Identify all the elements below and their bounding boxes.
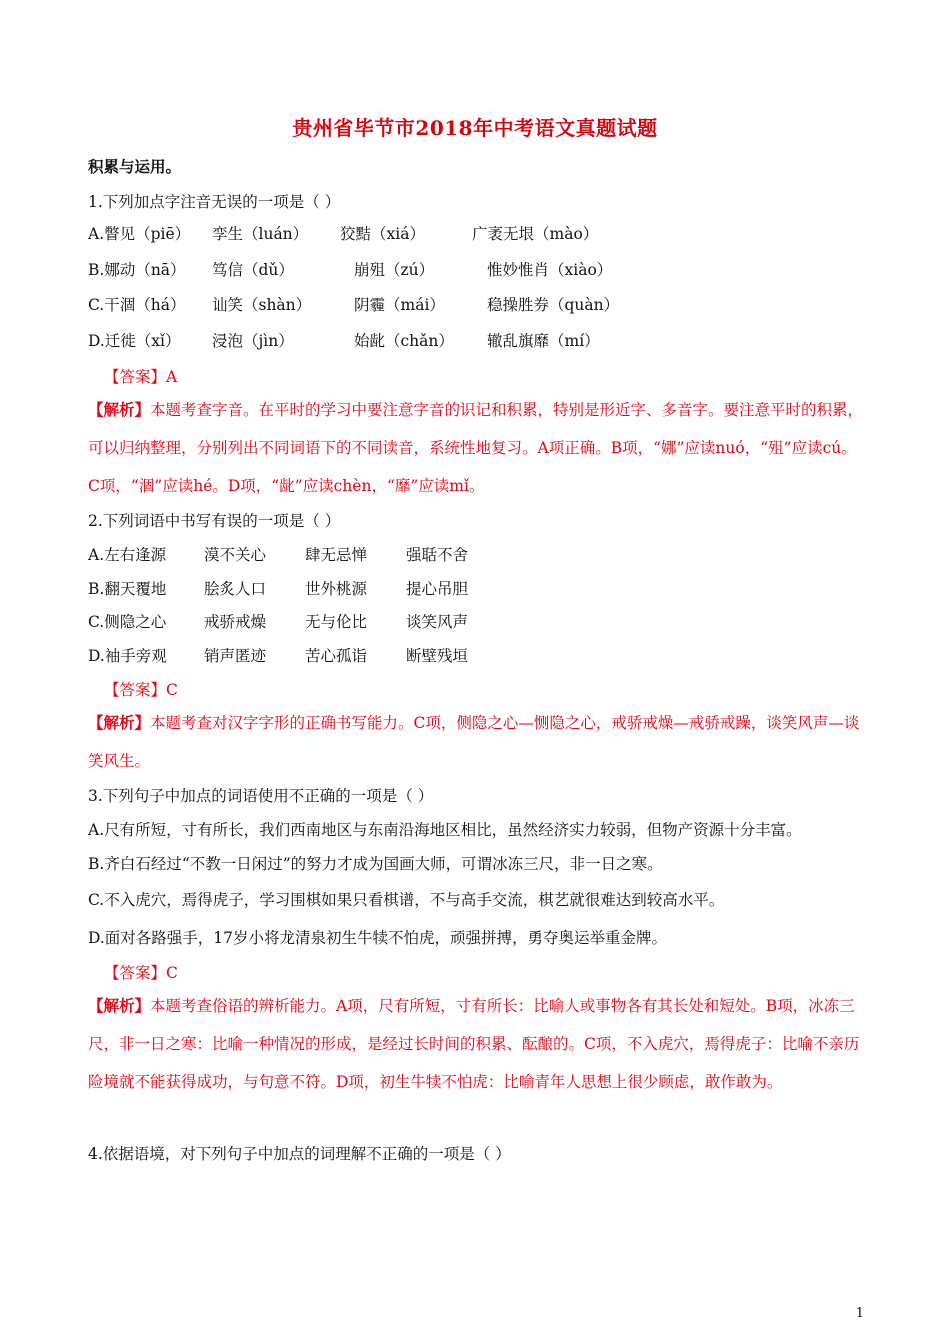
question-2-option-d [88, 644, 468, 666]
option-cell: 狡黠（xiá） [340, 225, 425, 243]
question-3-option-b: B.齐白石经过“不教一日闲过”的努力才成为国画大师，可谓冰冻三尺，非一日之寒。 [88, 855, 663, 873]
option-cell: 脍炙人口 [204, 580, 267, 598]
option-cell: 辙乱旗靡（mí） [487, 332, 600, 350]
question-2-stem: 2.下列词语中书写有误的一项是（ ） [88, 512, 341, 530]
question-2-option-a [88, 543, 468, 565]
option-cell: 肆无忌惮 [305, 546, 368, 564]
option-cell: 崩殂（zú） [354, 261, 435, 279]
question-1-option-a [88, 222, 598, 244]
question-1-option-b [88, 258, 612, 280]
question-2-option-b [88, 577, 468, 599]
question-1-stem: 1.下列加点字注音无误的一项是（ ） [88, 193, 341, 211]
analysis-label: 【解析】 [88, 400, 151, 419]
option-cell: 讪笑（shàn） [212, 296, 312, 314]
question-4-stem: 4.依据语境，对下列句子中加点的词理解不正确的一项是（ ） [88, 1145, 511, 1163]
analysis-text: 本题考查对汉字字形的正确书写能力。C项，侧隐之心—恻隐之心，戒骄戒燥—戒骄戒躁，谈笑风声—谈笑风生。 [88, 714, 860, 770]
option-cell: D.迁徙（xǐ） [88, 332, 181, 350]
option-cell: A.左右逢源 [88, 546, 167, 564]
section-heading: 积累与运用。 [88, 157, 182, 176]
option-cell: B.翻天覆地 [88, 580, 167, 598]
option-cell: D.袖手旁观 [88, 647, 167, 665]
option-cell: 世外桃源 [305, 580, 368, 598]
option-cell: 阴霾（mái） [354, 296, 445, 314]
analysis-text: 本题考查字音。在平时的学习中要注意字音的识记和积累，特别是形近字、多音字。要注意平时的积累，可以归纳整理，分别列出不同词语下的不同读音，系统性地复习。A项正确。B项，“娜”应读nuó，“殂”应读cú。C项，“涸”应读hé。D项，“龀”应读chèn，“靡”应读mǐ。 [88, 401, 864, 495]
option-cell: 广袤无垠（mào） [472, 225, 599, 243]
analysis-text: 本题考查俗语的辨析能力。A项，尺有所短，寸有所长：比喻人或事物各有其长处和短处。B项，冰冻三尺，非一日之寒：比喻一种情况的形成，是经过长时间的积累、酝酿的。C项，不入虎穴，焉得虎子：比喻不亲历险境就不能获得成功，与句意不符。D项，初生牛犊不怕虎：比喻青年人思想上很少顾虑，敢作敢为。 [88, 997, 860, 1091]
question-1-analysis [88, 391, 866, 505]
option-cell: 断壁残垣 [406, 647, 469, 665]
question-2-analysis [88, 704, 866, 780]
question-3-stem: 3.下列句子中加点的词语使用不正确的一项是（ ） [88, 787, 434, 805]
question-2-option-c [88, 610, 468, 632]
question-3-option-d: D.面对各路强手，17岁小将龙清泉初生牛犊不怕虎，顽强拼搏，勇夺奥运举重金牌。 [88, 929, 668, 947]
option-cell: C.干涸（há） [88, 296, 186, 314]
option-cell: 苦心孤诣 [305, 647, 368, 665]
question-3-answer: 【答案】C [104, 964, 178, 982]
option-cell: 销声匿迹 [204, 647, 267, 665]
option-cell: B.娜动（nā） [88, 261, 186, 279]
option-cell: 笃信（dǔ） [212, 261, 294, 279]
option-cell: 浸泡（jìn） [212, 332, 294, 350]
analysis-label: 【解析】 [88, 996, 151, 1015]
analysis-label: 【解析】 [88, 713, 151, 732]
option-cell: 戒骄戒燥 [204, 613, 267, 631]
option-cell: 提心吊胆 [406, 580, 469, 598]
question-2-answer: 【答案】C [104, 681, 178, 699]
question-1-answer: 【答案】A [104, 368, 178, 386]
page-number: 1 [855, 1306, 864, 1321]
question-3-option-c: C.不入虎穴，焉得虎子，学习围棋如果只看棋谱，不与高手交流，棋艺就很难达到较高水平。 [88, 891, 725, 909]
option-cell: 漠不关心 [204, 546, 267, 564]
question-3-analysis [88, 987, 866, 1101]
page-title: 贵州省毕节市2018年中考语文真题试题 [292, 116, 658, 140]
option-cell: C.侧隐之心 [88, 613, 167, 631]
question-1-option-d [88, 329, 600, 351]
option-cell: A.瞥见（piē） [88, 225, 191, 243]
option-cell: 惟妙惟肖（xiào） [487, 261, 613, 279]
question-1-option-c [88, 293, 619, 315]
option-cell: 谈笑风声 [406, 613, 469, 631]
option-cell: 孪生（luán） [212, 225, 309, 243]
option-cell: 无与伦比 [305, 613, 368, 631]
option-cell: 强聒不舍 [406, 546, 469, 564]
option-cell: 稳操胜券（quàn） [487, 296, 620, 314]
question-3-option-a: A.尺有所短，寸有所长，我们西南地区与东南沿海地区相比，虽然经济实力较弱，但物产资源十分丰富。 [88, 821, 802, 839]
option-cell: 始龀（chǎn） [354, 332, 454, 350]
